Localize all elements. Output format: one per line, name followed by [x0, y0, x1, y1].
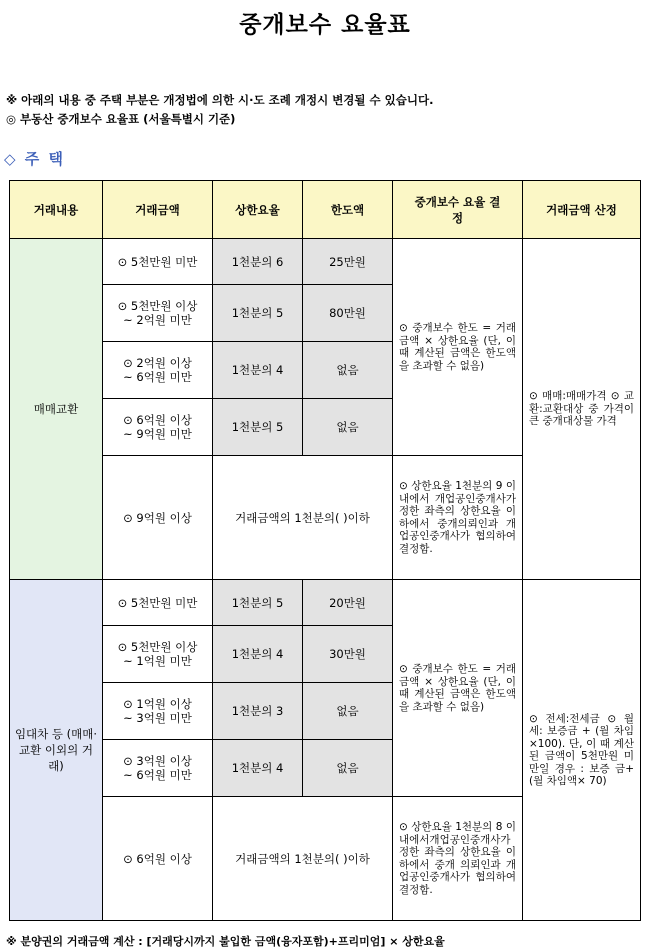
footer-note: ※ 분양권의 거래금액 계산 : [거래당시까지 불입한 금액(융자포함)+프리미엄] × 상한요율	[6, 935, 445, 948]
limit-cell: 25만원	[303, 239, 393, 285]
limit-cell: 80만원	[303, 285, 393, 342]
limit-cell: 20만원	[303, 580, 393, 626]
rate-cell: 1천분의 5	[213, 399, 303, 456]
amount-cell: ⊙ 2억원 이상 ~ 6억원 미만	[103, 342, 213, 399]
rate-cell: 1천분의 3	[213, 683, 303, 740]
notice-text: ※ 아래의 내용 중 주택 부분은 개정법에 의한 시·도 조례 개정시 변경될 수 있습니다.	[6, 93, 434, 107]
decision-note: ⊙ 중개보수 한도 = 거래 금액 × 상한요율 (단, 이 때 계산된 금액은 한도액을 초과할 수 없음)	[393, 239, 523, 456]
standard-text: ◎ 부동산 중개보수 요율표 (서울특별시 기준)	[6, 112, 236, 126]
rate-cell: 1천분의 5	[213, 285, 303, 342]
rate-cell: 1천분의 4	[213, 740, 303, 797]
header-calc: 거래금액 산정	[523, 181, 641, 239]
amount-cell: ⊙ 6억원 이상 ~ 9억원 미만	[103, 399, 213, 456]
rate-cell: 1천분의 6	[213, 239, 303, 285]
table-row	[10, 580, 641, 626]
limit-cell: 없음	[303, 342, 393, 399]
table-header-row	[10, 181, 641, 239]
limit-cell: 없음	[303, 740, 393, 797]
amount-cell: ⊙ 5천만원 미만	[103, 580, 213, 626]
fee-rate-table	[9, 180, 641, 921]
header-decision: 중개보수 요율 결정	[393, 181, 523, 239]
table-row	[10, 239, 641, 285]
decision-note: ⊙ 중개보수 한도 = 거래 금액 × 상한요율 (단, 이 때 계산된 금액은 한도액을 초과할 수 없음)	[393, 580, 523, 797]
header-amount: 거래금액	[103, 181, 213, 239]
decision-note: ⊙ 상한요율 1천분의 9 이내에서 개업공인중개사가 정한 좌측의 상한요율 이하에서 중개의뢰인과 개업공인중개사가 협의하여 결정함.	[393, 456, 523, 580]
decision-note: ⊙ 상한요율 1천분의 8 이내에서개업공인중개사가 정한 좌측의 상한요율 이하에서 중개 의뢰인과 개업공인중개사가 협의하여 결정함.	[393, 797, 523, 921]
limit-cell: 없음	[303, 683, 393, 740]
rate-merged-cell: 거래금액의 1천분의( )이하	[213, 456, 393, 580]
amount-cell: ⊙ 6억원 이상	[103, 797, 213, 921]
header-rate: 상한요율	[213, 181, 303, 239]
page-title: 중개보수 요율표	[239, 12, 411, 38]
amount-cell: ⊙ 3억원 이상 ~ 6억원 미만	[103, 740, 213, 797]
amount-cell: ⊙ 5천만원 이상 ~ 2억원 미만	[103, 285, 213, 342]
limit-cell: 없음	[303, 399, 393, 456]
rate-cell: 1천분의 5	[213, 580, 303, 626]
limit-cell: 30만원	[303, 626, 393, 683]
calc-note: ⊙ 전세:전세금 ⊙ 월세: 보증금 + (월 차임×100). 단, 이 때 계산된 금액이 5천만원 미만일 경우 : 보증 금+(월 차임액× 70)	[523, 580, 641, 921]
rate-cell: 1천분의 4	[213, 342, 303, 399]
section-heading-housing: ◇ 주 택	[4, 150, 65, 168]
header-type: 거래내용	[10, 181, 103, 239]
amount-cell: ⊙ 9억원 이상	[103, 456, 213, 580]
amount-cell: ⊙ 5천만원 미만	[103, 239, 213, 285]
amount-cell: ⊙ 5천만원 이상 ~ 1억원 미만	[103, 626, 213, 683]
category-sale: 매매교환	[10, 239, 103, 580]
category-lease: 임대차 등 (매매·교환 이외의 거래)	[10, 580, 103, 921]
rate-cell: 1천분의 4	[213, 626, 303, 683]
calc-note: ⊙ 매매:매매가격 ⊙ 교환:교환대상 중 가격이 큰 중개대상물 가격	[523, 239, 641, 580]
amount-cell: ⊙ 1억원 이상 ~ 3억원 미만	[103, 683, 213, 740]
header-limit: 한도액	[303, 181, 393, 239]
rate-merged-cell: 거래금액의 1천분의( )이하	[213, 797, 393, 921]
